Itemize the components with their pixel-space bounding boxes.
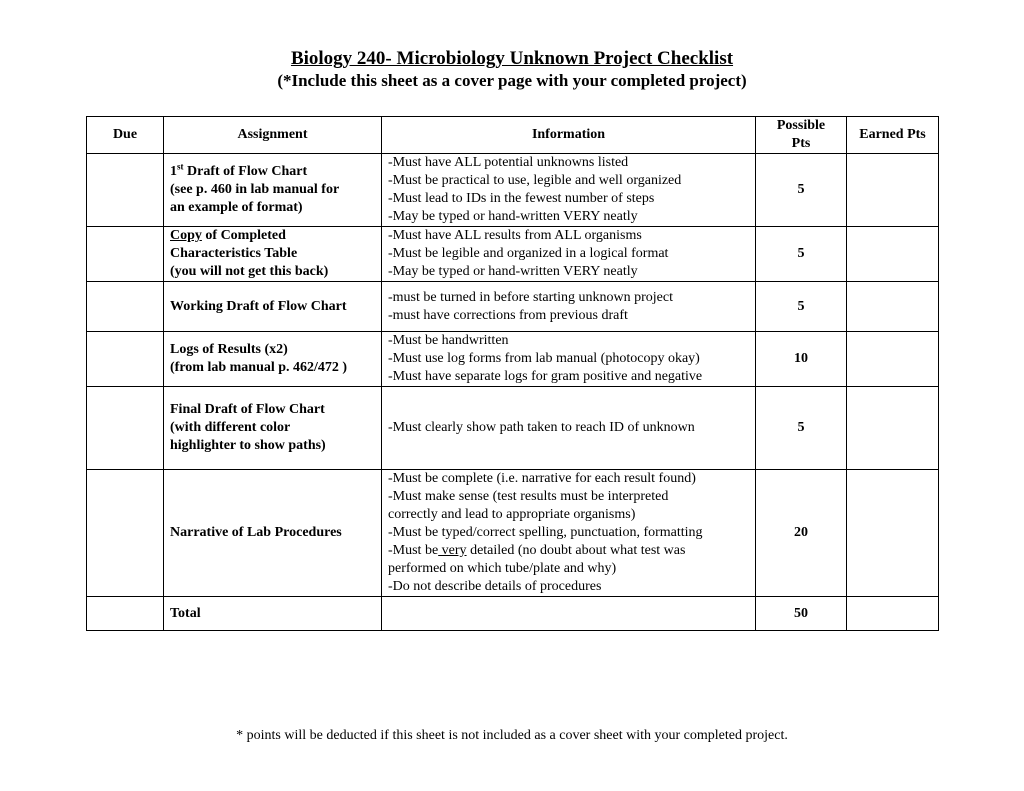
due-cell[interactable] <box>87 154 164 227</box>
information-cell <box>382 227 756 282</box>
info-line: -May be typed or hand-written VERY neatly <box>388 264 638 279</box>
due-cell[interactable] <box>87 227 164 282</box>
col-header-information: Information <box>382 117 756 154</box>
earned-points-cell[interactable] <box>847 470 939 597</box>
earned-points-cell[interactable] <box>847 154 939 227</box>
information-cell <box>382 387 756 470</box>
assignment-cell <box>164 470 382 597</box>
possible-line-1: Possible <box>776 118 826 133</box>
info-line: -must be turned in before starting unknown project <box>388 289 673 305</box>
info-line: -Must be typed/correct spelling, punctuation, formatting <box>388 525 703 540</box>
due-cell[interactable] <box>87 470 164 597</box>
info-line: -Must have separate logs for gram positive and negative <box>388 369 703 384</box>
possible-points-cell: 5 <box>756 282 847 332</box>
table-row <box>87 332 939 387</box>
info-line: -Must use log forms from lab manual (photocopy okay) <box>388 351 700 366</box>
info-line: -Must clearly show path taken to reach ID of unknown <box>388 420 695 435</box>
information-cell <box>382 470 756 597</box>
info-line: -Must be practical to use, legible and well organized <box>388 173 682 188</box>
due-cell[interactable] <box>87 282 164 332</box>
total-label: Total <box>164 597 382 631</box>
info-line: -Do not describe details of procedures <box>388 579 602 594</box>
assignment-cell <box>164 227 382 282</box>
possible-line-2: Pts <box>791 136 811 151</box>
possible-points-cell: 20 <box>756 470 847 597</box>
possible-points-cell: 5 <box>756 227 847 282</box>
info-line: -Must be handwritten <box>388 333 509 348</box>
assignment-line-2: (see p. 460 in lab manual for <box>170 182 340 197</box>
total-earned-points-cell[interactable] <box>847 597 939 631</box>
assignment-line-1: of Completed <box>201 228 286 243</box>
assignment-line-3: (you will not get this back) <box>170 264 329 279</box>
total-row <box>87 597 939 631</box>
due-cell[interactable] <box>87 332 164 387</box>
assignment-line-1: Logs of Results (x2) <box>170 342 288 357</box>
assignment-line-1: Working Draft of Flow Chart <box>170 298 347 314</box>
col-header-possible-pts <box>756 117 847 154</box>
info-text: -Must be <box>388 543 439 558</box>
info-line: correctly and lead to appropriate organisms) <box>388 507 636 522</box>
assignment-underlined-word: Copy <box>170 228 202 243</box>
info-line <box>388 542 749 560</box>
assignment-cell <box>164 154 382 227</box>
information-cell <box>382 154 756 227</box>
due-cell[interactable] <box>87 387 164 470</box>
info-line: -Must be complete (i.e. narrative for each result found) <box>388 471 696 486</box>
info-line: -Must have ALL results from ALL organisms <box>388 228 642 243</box>
earned-points-cell[interactable] <box>847 387 939 470</box>
info-line: -must have corrections from previous draft <box>388 307 628 323</box>
assignment-line-3: an example of format) <box>170 200 303 215</box>
assignment-line-2: (from lab manual p. 462/472 ) <box>170 360 348 375</box>
information-cell <box>382 597 756 631</box>
assignment-line-2: Characteristics Table <box>170 246 298 261</box>
assignment-line-2: (with different color <box>170 420 291 435</box>
info-line: -Must make sense (test results must be interpreted <box>388 489 669 504</box>
table-row <box>87 470 939 597</box>
earned-points-cell[interactable] <box>847 227 939 282</box>
assignment-line-1: Draft of Flow Chart <box>183 164 308 179</box>
earned-points-cell[interactable] <box>847 332 939 387</box>
info-line: -May be typed or hand-written VERY neatly <box>388 209 638 224</box>
table-row <box>87 282 939 332</box>
info-text: detailed (no doubt about what test was <box>466 543 686 558</box>
page-title: Biology 240- Microbiology Unknown Project Checklist <box>290 48 734 69</box>
table-row <box>87 387 939 470</box>
possible-points-cell: 10 <box>756 332 847 387</box>
assignment-cell <box>164 282 382 332</box>
footnote: * points will be deducted if this sheet is not included as a cover sheet with your completed project. <box>236 728 788 743</box>
assignment-ordinal: st <box>177 161 184 172</box>
col-header-earned-pts: Earned Pts <box>847 117 939 154</box>
assignment-number: 1 <box>170 164 177 179</box>
table-row <box>87 154 939 227</box>
assignment-cell <box>164 332 382 387</box>
info-underlined-word: very <box>438 543 467 558</box>
assignment-line-3: highlighter to show paths) <box>170 438 326 453</box>
col-header-due: Due <box>87 117 164 154</box>
information-cell <box>382 332 756 387</box>
table-row <box>87 227 939 282</box>
assignment-line-1: Final Draft of Flow Chart <box>170 402 325 417</box>
info-line: -Must have ALL potential unknowns listed <box>388 155 629 170</box>
table-header-row <box>87 117 939 154</box>
possible-points-cell: 5 <box>756 154 847 227</box>
assignment-cell <box>164 387 382 470</box>
possible-points-cell: 5 <box>756 387 847 470</box>
col-header-assignment: Assignment <box>164 117 382 154</box>
info-line: -Must lead to IDs in the fewest number of steps <box>388 191 655 206</box>
due-cell[interactable] <box>87 597 164 631</box>
checklist-table <box>86 116 939 631</box>
total-possible-points: 50 <box>756 597 847 631</box>
assignment-line-1: Narrative of Lab Procedures <box>170 525 342 540</box>
info-line: performed on which tube/plate and why) <box>388 561 617 576</box>
page-subtitle: (*Include this sheet as a cover page with your completed project) <box>277 71 747 90</box>
info-line: -Must be legible and organized in a logical format <box>388 246 669 261</box>
information-cell <box>382 282 756 332</box>
earned-points-cell[interactable] <box>847 282 939 332</box>
